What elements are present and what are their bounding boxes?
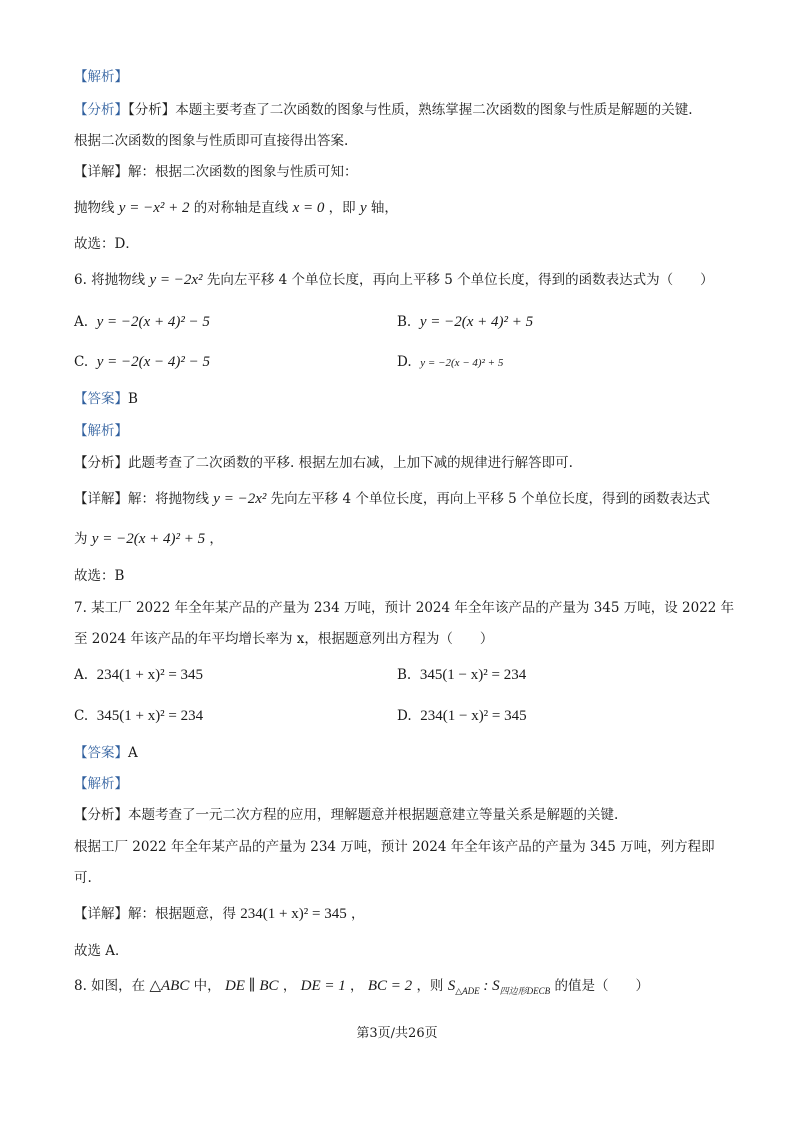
- analysis-text-3: 可.: [74, 870, 92, 886]
- text: 8. 如图，在: [74, 978, 146, 994]
- choice-line: 故选 A．: [74, 943, 129, 959]
- text: ，则: [416, 978, 444, 994]
- text: ，: [351, 906, 365, 922]
- text: 6. 将抛物线: [74, 272, 146, 288]
- option-formula: y = −2(x − 4)² + 5: [420, 357, 504, 369]
- formula: y = −2x²: [213, 491, 267, 507]
- option-d: [397, 353, 503, 372]
- page-footer: 第3页/共26页: [356, 1026, 438, 1041]
- analysis-text-2: 根据二次函数的图象与性质即可直接得出答案.: [74, 133, 349, 149]
- text: 【详解】解：将抛物线: [74, 491, 209, 507]
- formula: y = −2(x + 4)² + 5: [91, 531, 206, 547]
- option-c: [74, 707, 203, 725]
- option-label: B.: [397, 667, 412, 683]
- answer-tag: 【答案】: [74, 391, 128, 407]
- option-formula: 345(1 − x)² = 234: [419, 667, 527, 683]
- question-6: [74, 271, 714, 289]
- question-7-cont: 至 2024 年该产品的年平均增长率为 x，根据题意列出方程为（ ）: [74, 631, 494, 647]
- option-c: [74, 353, 210, 371]
- answer-6: [74, 390, 138, 408]
- text: ，: [209, 531, 223, 547]
- formula: x = 0: [292, 200, 325, 216]
- detail-text: 【详解】解：根据二次函数的图象与性质可知：: [74, 164, 358, 180]
- formula: △ABC: [149, 978, 190, 994]
- text: 为: [74, 531, 88, 547]
- text: 的值是（ ）: [554, 978, 649, 994]
- text: 先向左平移 4 个单位长度，再向上平移 5 个单位长度，得到的函数表达式为（ ）: [206, 272, 714, 288]
- analysis-text: 【分析】此题考查了二次函数的平移. 根据左加右减，上加下减的规律进行解答即可.: [74, 455, 573, 471]
- option-label: A.: [74, 314, 89, 330]
- formula: y: [359, 200, 367, 216]
- detail-line: [74, 199, 398, 217]
- choice-line: 故选：D．: [74, 236, 139, 252]
- text: 轴，: [370, 200, 398, 216]
- option-label: B.: [397, 314, 412, 330]
- analysis-heading: 【解析】: [74, 776, 128, 792]
- option-formula: y = −2(x + 4)² − 5: [96, 314, 210, 330]
- text: 抛物线: [74, 200, 115, 216]
- option-formula: 345(1 + x)² = 234: [96, 708, 204, 724]
- detail-line: [74, 905, 365, 923]
- analysis-heading: 【解析】: [74, 423, 128, 439]
- detail-line-2: [74, 530, 223, 548]
- text: ，即: [328, 200, 356, 216]
- text: 中，: [193, 978, 221, 994]
- option-label: D.: [397, 708, 412, 724]
- answer-value: B: [128, 391, 138, 407]
- option-b: [397, 313, 533, 331]
- option-a: [74, 666, 203, 684]
- option-label: C.: [74, 708, 89, 724]
- option-formula: 234(1 − x)² = 345: [420, 708, 527, 724]
- formula: DE = 1: [300, 978, 346, 994]
- option-label: D.: [397, 354, 412, 370]
- option-label: C.: [74, 354, 89, 370]
- detail-line: [74, 490, 710, 508]
- analysis-text: 【分析】【分析】本题主要考查了二次函数的图象与性质，熟练掌握二次函数的图象与性质是解题的关键.: [74, 102, 693, 118]
- text: ，: [282, 978, 297, 994]
- formula: 234(1 + x)² = 345: [240, 906, 347, 922]
- formula: y = −2x²: [149, 272, 203, 288]
- analysis-heading: 【解析】: [74, 69, 128, 85]
- formula: $S_{\triangle ADE}$ : $S_{四边形DECB}$: [447, 978, 551, 996]
- question-8: [74, 977, 649, 1000]
- answer-tag: 【答案】: [74, 745, 128, 761]
- answer-value: A: [128, 745, 138, 761]
- formula: DE ∥ BC: [224, 978, 279, 994]
- option-formula: 234(1 + x)² = 345: [96, 667, 204, 683]
- text: 先向左平移 4 个单位长度，再向上平移 5 个单位长度，得到的函数表达式: [270, 491, 710, 507]
- analysis-text: 【分析】本题考查了一元二次方程的应用，理解题意并根据题意建立等量关系是解题的关键.: [74, 807, 619, 823]
- answer-7: [74, 744, 138, 762]
- formula: y = −x² + 2: [118, 200, 190, 216]
- analysis-body: 【分析】本题主要考查了二次函数的图象与性质，熟练掌握二次函数的图象与性质是解题的关键.: [128, 102, 693, 118]
- option-d: [397, 707, 527, 725]
- option-a: [74, 313, 210, 331]
- option-b: [397, 666, 526, 684]
- text: 【详解】解：根据题意，得: [74, 906, 236, 922]
- option-formula: y = −2(x + 4)² + 5: [419, 314, 534, 330]
- choice-line: 故选：B: [74, 568, 125, 584]
- formula: BC = 2: [367, 978, 413, 994]
- option-formula: y = −2(x − 4)² − 5: [96, 354, 211, 370]
- option-label: A.: [74, 667, 89, 683]
- analysis-text-2: 根据工厂 2022 年全年某产品的产量为 234 万吨，预计 2024 年全年该产品的产量为 345 万吨，列方程即: [74, 839, 715, 855]
- text: 的对称轴是直线: [193, 200, 289, 216]
- question-7: 7. 某工厂 2022 年全年某产品的产量为 234 万吨，预计 2024 年全年该产品的产量为 345 万吨，设 2022 年: [74, 600, 735, 616]
- text: ，: [350, 978, 364, 994]
